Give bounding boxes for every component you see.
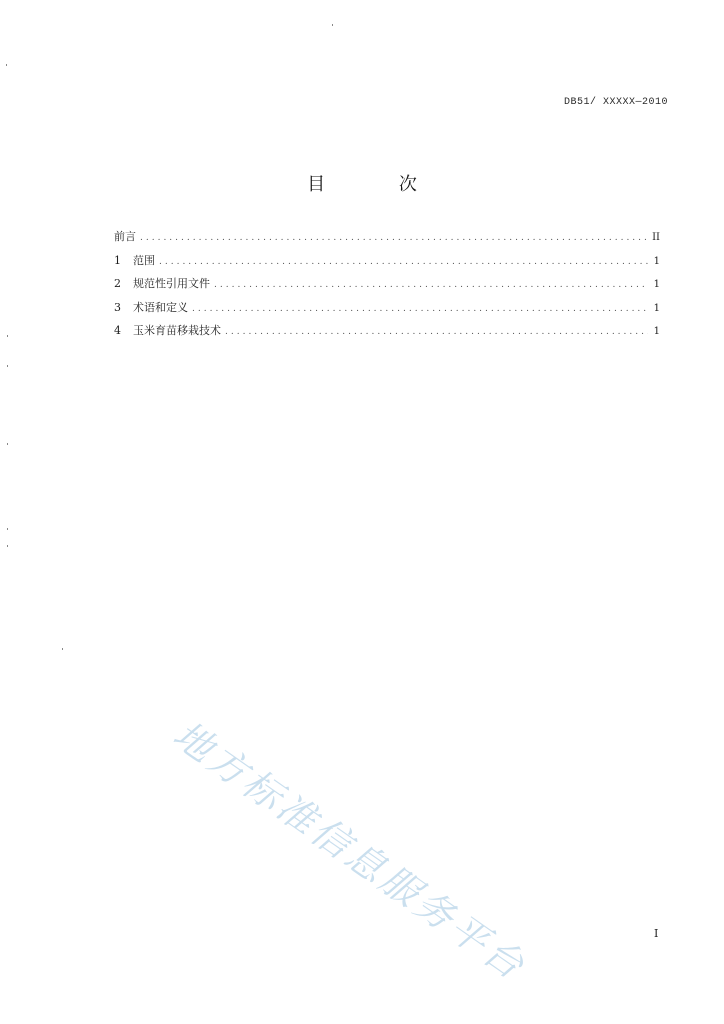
toc-entry-number: 4 [114, 324, 121, 337]
toc-entry-page: 1 [653, 302, 660, 314]
scan-speck [7, 443, 8, 445]
scan-speck [7, 545, 8, 547]
scan-speck [7, 365, 8, 367]
toc-entry-label: 前言 [114, 230, 136, 243]
toc-entry-terms-definitions[interactable] [114, 299, 660, 323]
document-code: DB51/ XXXXX—2010 [563, 97, 668, 108]
toc-entry-number: 3 [114, 300, 121, 314]
toc-entry-label: 术语和定义 [133, 300, 188, 314]
scan-speck [7, 335, 8, 337]
toc-entry-scope[interactable] [114, 252, 660, 276]
toc-entry-number: 1 [114, 253, 121, 267]
table-of-contents [114, 228, 660, 346]
page-title: 目 次 [307, 174, 451, 195]
scan-speck [62, 648, 63, 650]
toc-entry-page: 1 [653, 279, 660, 290]
toc-entry-normative-references[interactable] [114, 275, 660, 299]
toc-dot-leader [159, 257, 648, 267]
toc-entry-label: 玉米育苗移栽技术 [133, 324, 221, 337]
watermark: 地方标准信息服务平台 [165, 712, 535, 990]
toc-entry-transplant-technology[interactable] [114, 322, 660, 346]
toc-dot-leader [214, 280, 648, 290]
scan-speck [332, 24, 333, 26]
toc-dot-leader [225, 327, 648, 337]
toc-entry-foreword[interactable] [114, 228, 660, 252]
scan-speck [6, 64, 7, 66]
toc-entry-number: 2 [114, 277, 121, 290]
toc-dot-leader [140, 233, 648, 243]
toc-entry-page: II [652, 232, 660, 243]
toc-entry-page: 1 [653, 326, 660, 337]
scan-speck [7, 528, 8, 530]
toc-entry-label: 规范性引用文件 [133, 277, 210, 290]
page-number: I [654, 927, 659, 940]
toc-entry-label: 范围 [133, 253, 155, 267]
toc-entry-page: 1 [653, 255, 660, 267]
toc-dot-leader [192, 304, 648, 314]
